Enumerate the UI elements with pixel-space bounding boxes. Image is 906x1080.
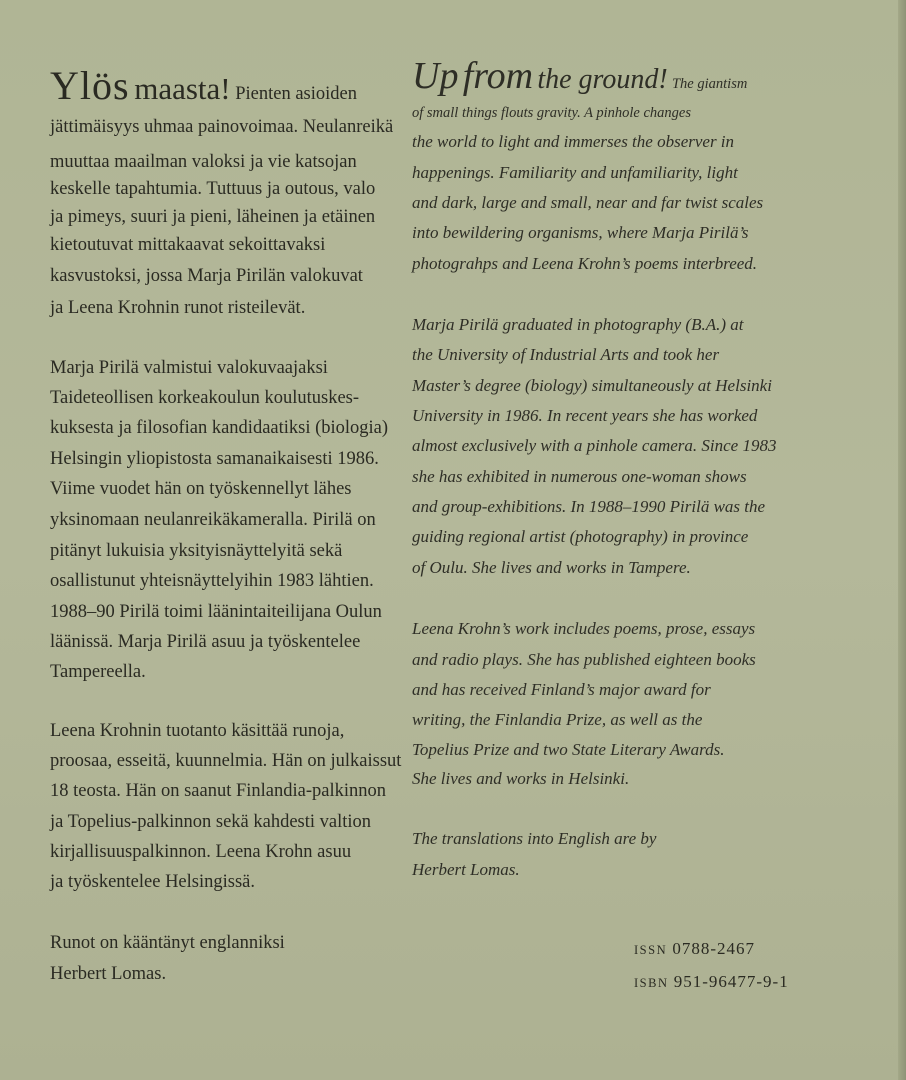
finnish-pirila-line: yksinomaan neulanreikäkameralla. Pirilä on	[50, 510, 376, 530]
finnish-intro-line: kietoutuvat mittakaavat sekoittavaksi	[50, 235, 326, 255]
finnish-krohn-line: 18 teosta. Hän on saanut Finlandia-palkinnon	[50, 781, 387, 801]
english-intro-line: and dark, large and small, near and far twist scales	[412, 193, 764, 212]
finnish-krohn-line: ja työskentelee Helsingissä.	[50, 872, 255, 892]
finnish-translator-line: Herbert Lomas.	[50, 964, 167, 984]
english-pirila-line: Marja Pirilä graduated in photography (B.A.) at	[412, 315, 744, 334]
finnish-intro-line: muuttaa maailman valoksi ja vie katsojan	[50, 152, 357, 172]
finnish-title-word2: maasta!	[134, 71, 231, 106]
english-krohn-line: and radio plays. She has published eighteen books	[412, 650, 756, 669]
english-title-rest: The giantism	[671, 76, 748, 92]
english-krohn-line: Leena Krohn’s work includes poems, prose, essays	[412, 619, 756, 638]
finnish-title-rest: Pienten asioiden	[235, 84, 357, 104]
isbn-line	[634, 966, 789, 999]
english-title-word3: the ground!	[537, 64, 668, 95]
finnish-intro-line: keskelle tapahtumia. Tuttuus ja outous, valo	[50, 179, 376, 199]
finnish-translator-line: Runot on kääntänyt englanniksi	[50, 933, 285, 953]
english-intro-line: the world to light and immerses the observer in	[412, 132, 735, 151]
english-pirila-line: the University of Industrial Arts and took her	[412, 345, 720, 364]
english-translator-line: Herbert Lomas.	[412, 860, 520, 879]
finnish-intro-line: ja pimeys, suuri ja pieni, läheinen ja etäinen	[50, 207, 376, 227]
finnish-pirila-line: pitänyt lukuisia yksityisnäyttelyitä sekä	[50, 541, 343, 561]
english-intro-line: photograhps and Leena Krohn’s poems interbreed.	[412, 254, 758, 273]
issn-line	[634, 933, 789, 966]
finnish-krohn-line: kirjallisuuspalkinnon. Leena Krohn asuu	[50, 842, 352, 862]
english-pirila-line: of Oulu. She lives and works in Tampere.	[412, 558, 691, 577]
english-intro-line: happenings. Familiarity and unfamiliarity, light	[412, 163, 738, 182]
english-pirila-line: almost exclusively with a pinhole camera. Since 1983	[412, 436, 777, 455]
finnish-pirila-line: Tampereella.	[50, 662, 146, 682]
english-pirila-line: University in 1986. In recent years she has worked	[412, 406, 758, 425]
english-krohn-line: Topelius Prize and two State Literary Awards.	[412, 740, 725, 759]
english-pirila-line: she has exhibited in numerous one-woman shows	[412, 467, 747, 486]
finnish-title-line	[50, 64, 430, 116]
isbn-value: 951-96477-9-1	[673, 972, 789, 991]
finnish-pirila-line: kuksesta ja filosofian kandidaatiksi (biologia)	[50, 418, 389, 438]
english-translator-line: The translations into English are by	[412, 829, 657, 848]
finnish-pirila-line: 1988–90 Pirilä toimi läänintaiteilijana Oulun	[50, 602, 382, 622]
english-pirila-line: and group-exhibitions. In 1988–1990 Pirilä was the	[412, 497, 766, 516]
english-krohn-line: and has received Finland’s major award for	[412, 680, 711, 699]
publication-codes	[634, 933, 789, 999]
finnish-intro-line: jättimäisyys uhmaa painovoimaa. Neulanreikä	[50, 117, 394, 137]
english-title-word2: from	[462, 55, 534, 97]
english-intro	[412, 52, 842, 273]
finnish-pirila-line: läänissä. Marja Pirilä asuu ja työskentelee	[50, 632, 361, 652]
finnish-krohn-line: ja Topelius-palkinnon sekä kahdesti valtion	[50, 812, 372, 832]
cover-edge	[898, 0, 906, 1080]
finnish-intro	[50, 63, 430, 318]
english-title-word1: Up	[412, 55, 459, 97]
finnish-pirila-line: Taideteollisen korkeakoulun koulutuskes-	[50, 388, 360, 408]
isbn-label: ISBN	[634, 976, 669, 990]
finnish-pirila-line: Viime vuodet hän on työskennellyt lähes	[50, 479, 352, 499]
english-intro-line: into bewildering organisms, where Marja Pirilä’s	[412, 223, 749, 242]
issn-label: ISSN	[634, 943, 668, 957]
english-pirila-line: guiding regional artist (photography) in province	[412, 527, 749, 546]
finnish-intro-line: kasvustoksi, jossa Marja Pirilän valokuvat	[50, 266, 363, 286]
finnish-title-word1: Ylös	[50, 63, 130, 108]
finnish-pirila-line: Marja Pirilä valmistui valokuvaajaksi	[50, 358, 328, 378]
english-krohn-line: She lives and works in Helsinki.	[412, 769, 630, 788]
finnish-pirila-line: Helsingin yliopistosta samanaikaisesti 1986.	[50, 449, 379, 469]
english-krohn-line: writing, the Finlandia Prize, as well as the	[412, 710, 703, 729]
finnish-intro-line: ja Leena Krohnin runot risteilevät.	[50, 298, 306, 318]
english-pirila-line: Master’s degree (biology) simultaneously at Helsinki	[412, 376, 772, 395]
issn-value: 0788-2467	[672, 939, 756, 958]
finnish-pirila-line: osallistunut yhteisnäyttelyihin 1983 lähtien.	[50, 571, 374, 591]
finnish-krohn-line: Leena Krohnin tuotanto käsittää runoja,	[50, 721, 345, 741]
english-intro-line: of small things flouts gravity. A pinhole changes	[412, 105, 691, 121]
finnish-krohn-line: proosaa, esseitä, kuunnelmia. Hän on julkaissut	[50, 751, 402, 771]
